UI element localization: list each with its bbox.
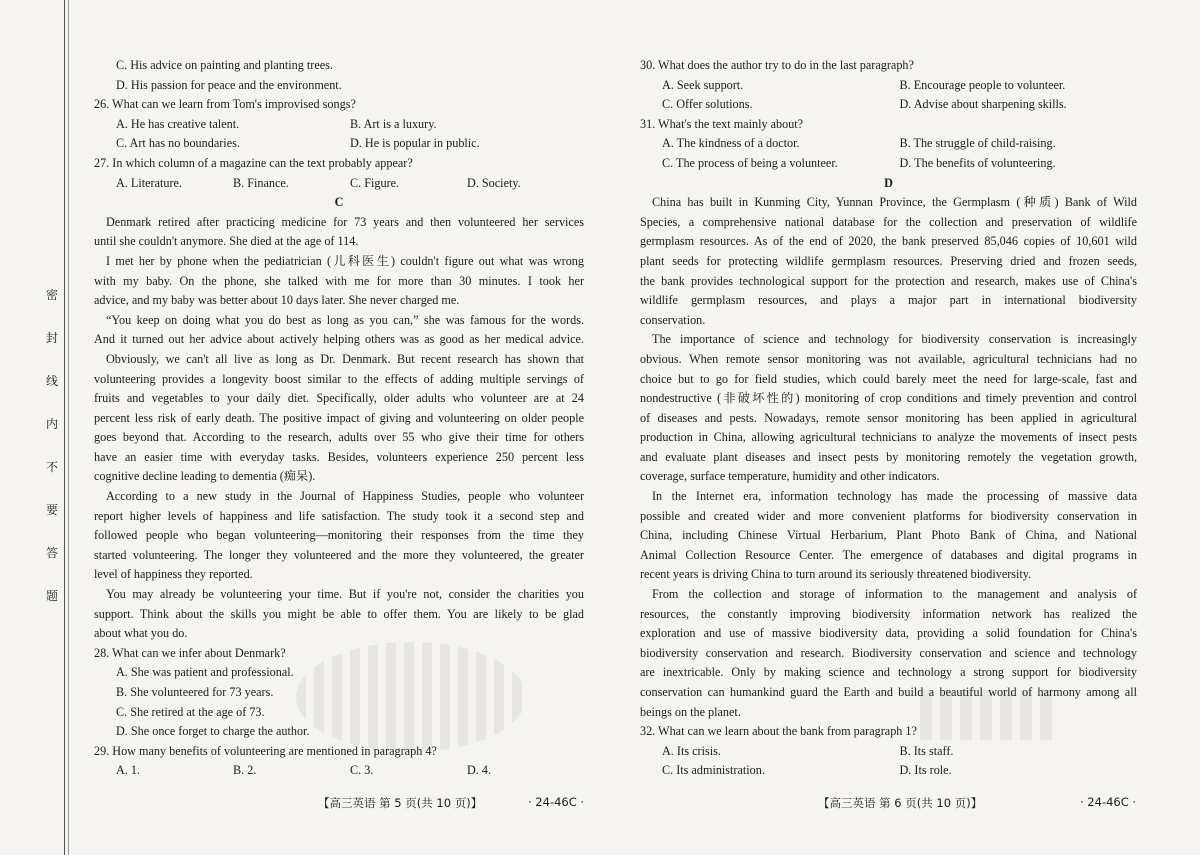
option-text: B. Art is a luxury. — [350, 116, 437, 131]
option-text: C. Its administration. — [662, 763, 765, 778]
text-line: 27. In which column of a magazine can the text probably appear? — [94, 155, 413, 170]
binding-margin — [0, 0, 72, 855]
seal-char: 不 — [45, 460, 58, 474]
seal-char: 要 — [45, 503, 58, 517]
text-line: 30. What does the author try to do in the last paragraph? — [640, 58, 914, 72]
text-line: 28. What can we infer about Denmark? — [94, 645, 286, 660]
text-line: beings on the planet. — [640, 704, 741, 719]
options-row — [640, 134, 1137, 154]
footer-code-right: · 24-46C · — [1080, 795, 1137, 809]
seal-char: 封 — [45, 331, 58, 345]
text-line: of diseases and pests. Nowadays, remote sensor monitoring has been applied in agricultural — [640, 410, 1137, 425]
text-line: percent less risk of early death. The positive impact of giving and volunteering on older people — [94, 410, 584, 425]
text-line: Obviously, we can't all live as long as Dr. Denmark. But recent research has shown that — [106, 351, 584, 366]
text-line: are inextricable. Only by making science and technology a strong support for biodiversity — [640, 665, 1137, 680]
text-line: conservation can humankind guard the Earth and build a beautiful world of harmony among all — [640, 685, 1137, 699]
text-line: B. She volunteered for 73 years. — [116, 685, 274, 699]
options-row — [640, 76, 1137, 96]
text-line: advice, and my baby was better about 10 days later. She never charged me. — [94, 293, 460, 308]
text-line: A. She was patient and professional. — [116, 665, 294, 680]
text-line: volunteering provides a longevity boost similar to the effects of adding multiple servings of — [94, 371, 584, 386]
footer-code-left: · 24-46C · — [528, 795, 585, 809]
option-text: B. Its staff. — [899, 743, 954, 758]
option-text: B. Encourage people to volunteer. — [899, 77, 1066, 92]
text-line: recent years is driving China to turn around its seriously threatened biodiversity. — [640, 567, 1032, 582]
text-line: Animal Collection Resource Center. The emergence of databases and digital programs in — [640, 547, 1137, 562]
text-line: And it turned out her advice about actively helping others was as good as her medical advice. — [94, 332, 584, 347]
text-line: C. His advice on painting and planting trees. — [116, 58, 333, 72]
text-line: I met her by phone when the pediatrician (儿科医生) couldn't figure out what was wrong — [106, 253, 584, 268]
text-line: D. His passion for peace and the environment. — [116, 77, 342, 92]
options-row — [640, 95, 1137, 115]
section-heading: C — [334, 195, 344, 210]
options-row — [640, 761, 1137, 781]
option-text: A. Literature. — [116, 175, 182, 190]
option-text: B. 2. — [233, 763, 257, 778]
page-6 — [640, 56, 1137, 781]
text-line: obvious. When remote sensor monitoring was not available, agricultural technicians had no — [640, 351, 1137, 366]
option-text: C. Art has no boundaries. — [116, 136, 240, 151]
text-line: with my baby. On the phone, she talked with me for more than 30 minutes. I took her — [94, 273, 584, 288]
text-line: support. Think about the skills you might be able to offer them. You are likely to be glad — [94, 606, 584, 621]
text-line: nondestructive (非破坏性的) monitoring of crop conditions and timely prevention and control — [640, 391, 1137, 406]
text-line: level of happiness they reported. — [94, 567, 253, 582]
text-line: You may already be volunteering your time. But if you're not, consider the charities you — [106, 587, 584, 602]
footer-title-left: 【高三英语 第 5 页(共 10 页)】 — [318, 796, 483, 810]
text-line: Denmark retired after practicing medicine for 73 years and then volunteered her services — [106, 214, 584, 229]
text-line: plant seeds for protecting wildlife germplasm resources. Preserving dried and frozen seeds, — [640, 253, 1137, 268]
option-text: C. Offer solutions. — [662, 97, 753, 112]
options-row — [94, 115, 584, 135]
options-row — [640, 154, 1137, 174]
text-line: exploration and use of massive biodiversity data, providing a solid foundation for China's — [640, 626, 1137, 641]
text-line: From the collection and storage of information to the management and analysis of — [652, 587, 1137, 602]
text-line: cognitive decline leading to dementia (痴呆). — [94, 469, 316, 484]
options-row — [94, 174, 584, 194]
text-line: 32. What can we learn about the bank from paragraph 1? — [640, 724, 917, 739]
footer-title-right: 【高三英语 第 6 页(共 10 页)】 — [818, 796, 983, 810]
text-line: 29. How many benefits of volunteering are mentioned in paragraph 4? — [94, 743, 437, 758]
text-line: fruits and vegetables to your daily diet. Specifically, older adults who volunteer are at 24 — [94, 391, 584, 406]
option-text: D. Society. — [467, 175, 521, 190]
text-line: C. She retired at the age of 73. — [116, 704, 265, 719]
option-text: A. He has creative talent. — [116, 116, 240, 131]
option-text: D. Advise about sharpening skills. — [899, 97, 1067, 112]
option-text: C. The process of being a volunteer. — [662, 155, 838, 170]
text-line: and evaluate plant diseases and insect pests by monitoring remotely the vegetation growth, — [640, 449, 1137, 464]
text-line: D. She once forget to charge the author. — [116, 724, 310, 739]
text-line: report higher levels of happiness and life satisfaction. The study took it a second step and — [94, 508, 584, 523]
text-line: The importance of science and technology for biodiversity conservation is increasingly — [652, 332, 1137, 347]
option-text: B. Finance. — [233, 175, 289, 190]
option-text: D. He is popular in public. — [350, 136, 480, 151]
option-text: D. Its role. — [899, 763, 952, 778]
text-line: about what you do. — [94, 626, 188, 641]
text-line: choice but to go for field studies, which could barely meet the need for large-scale, fast and — [640, 371, 1137, 386]
seal-char: 内 — [45, 417, 58, 431]
seal-notice — [32, 286, 72, 604]
text-line: wildlife germplasm resources, and plays a major part in international biodiversity — [640, 293, 1137, 308]
options-row — [640, 742, 1137, 762]
text-line: 31. What's the text mainly about? — [640, 116, 804, 131]
text-line: conservation. — [640, 312, 706, 327]
section-heading: D — [884, 175, 893, 190]
text-line: the bank provides technological support for the protection and research, makes use of China's — [640, 273, 1137, 288]
text-line: possible and created wider and more convenient platforms for biodiversity conservation in — [640, 508, 1137, 523]
text-line: followed people who began volunteering—monitoring their responses from the time they — [94, 528, 584, 543]
seal-char: 密 — [45, 288, 58, 302]
text-line: In the Internet era, information technology has made the processing of massive data — [652, 489, 1137, 504]
seal-char: 答 — [45, 546, 58, 560]
text-line: germplasm resources. As of the end of 2020, the bank preserved 85,046 copies of 10,601 wild — [640, 234, 1137, 249]
text-line: goes beyond that. According to the research, adults over 55 who give their time for others — [94, 430, 584, 445]
option-text: A. The kindness of a doctor. — [662, 136, 800, 151]
text-line: started volunteering. The longer they volunteered and the more they volunteered, the greater — [94, 547, 584, 562]
text-line: biodiversity conservation and research. Biodiversity conservation and science and technology — [640, 645, 1137, 660]
text-line: According to a new study in the Journal of Happiness Studies, people who volunteer — [106, 489, 584, 504]
option-text: D. 4. — [467, 763, 492, 778]
text-line: have an easier time with everyday tasks. Besides, volunteers experience 250 percent less — [94, 449, 584, 464]
option-text: B. The struggle of child-raising. — [899, 136, 1056, 151]
option-text: C. Figure. — [350, 175, 400, 190]
text-line: production in China, allowing agricultural technicians to analyze the movements of insect pests — [640, 430, 1137, 445]
option-text: D. The benefits of volunteering. — [899, 155, 1056, 170]
text-line: until she couldn't anymore. She died at the age of 114. — [94, 234, 359, 249]
text-line: 26. What can we learn from Tom's improvised songs? — [94, 97, 356, 112]
options-row — [94, 761, 584, 781]
seal-char: 线 — [45, 374, 58, 388]
text-line: “You keep on doing what you do best as long as you can,” she was famous for the words. — [106, 312, 584, 327]
option-text: C. 3. — [350, 763, 374, 778]
page-5 — [94, 56, 584, 781]
seal-char: 题 — [45, 589, 58, 603]
options-row — [94, 134, 584, 154]
text-line: China has built in Kunming City, Yunnan Province, the Germplasm (种质) Bank of Wild — [652, 195, 1137, 210]
option-text: A. Its crisis. — [662, 743, 721, 758]
option-text: A. Seek support. — [662, 77, 744, 92]
text-line: coverage, surface temperature, humidity and other indicators. — [640, 469, 940, 484]
text-line: Species, a comprehensive national database for the collection and preservation of wildlife — [640, 214, 1137, 229]
option-text: A. 1. — [116, 763, 141, 778]
text-line: China, including Chinese Virtual Herbarium, Plant Photo Bank of China, and National — [640, 528, 1137, 543]
text-line: resources, the constantly improving biodiversity information network has realized the — [640, 606, 1137, 621]
